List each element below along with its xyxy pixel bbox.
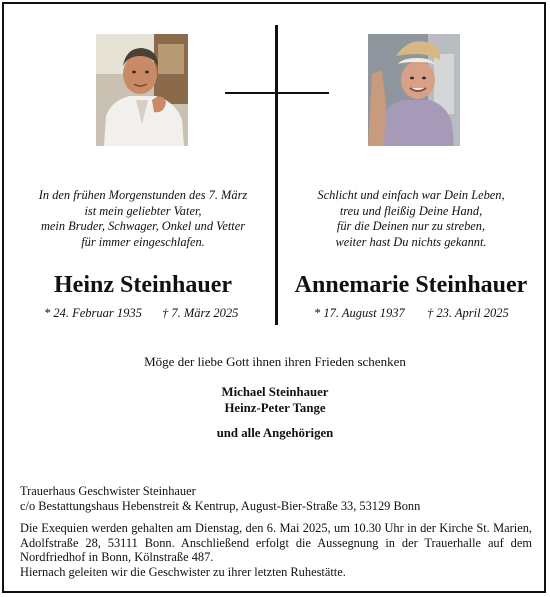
signer-name: Michael Steinhauer (221, 385, 329, 399)
portrait-heinz (96, 34, 188, 146)
service-closing: Hiernach geleiten wir die Geschwister zu ihrer letzten Ruhestätte. (20, 564, 346, 579)
death-date: † 7. März 2025 (162, 306, 239, 320)
signer-relatives: und alle Angehörigen (216, 426, 334, 440)
poem-line: weiter hast Du nichts gekannt. (335, 234, 487, 249)
poem-right (282, 188, 540, 250)
poem-line: In den frühen Morgenstunden des 7. März (38, 188, 248, 202)
cross-vertical-bar (275, 25, 278, 325)
poem-line: für die Deinen nur zu streben, (336, 219, 486, 234)
poem-line: ist mein geliebter Vater, (84, 203, 202, 218)
birth-date: * 17. August 1937 (314, 306, 405, 320)
poem-line: Schlicht und einfach war Dein Leben, (317, 188, 505, 202)
farewell-wish: Möge der liebe Gott ihnen ihren Frieden schenken (144, 354, 406, 369)
service-details (20, 521, 532, 579)
service-text: Die Exequien werden gehalten am Dienstag, den 6. Mai 2025, um 10.30 Uhr in der Kirche St. Marien, Adolfstraße 28, 53111 Bonn. Anschließend erfolgt die Aussegnung in der Trauerhalle auf dem Nordfriedhof in Bonn, Kölnstraße 487. (20, 521, 532, 565)
poem-line: für immer eingeschlafen. (81, 234, 205, 249)
mourning-address: c/o Bestattungshaus Hebenstreit & Kentrup, August-Bier-Straße 33, 53129 Bonn (20, 499, 421, 513)
mourning-house: Trauerhaus Geschwister Steinhauer (20, 484, 196, 498)
birth-date: * 24. Februar 1935 (44, 306, 142, 320)
poem-line: treu und fleißig Deine Hand, (339, 203, 483, 218)
portrait-annemarie (368, 34, 460, 146)
signer-name: Heinz-Peter Tange (224, 401, 326, 415)
death-date: † 23. April 2025 (427, 306, 509, 320)
poem-line: mein Bruder, Schwager, Onkel und Vetter (40, 219, 246, 234)
cross-horizontal-bar (225, 92, 329, 94)
deceased-name-annemarie: Annemarie Steinhauer (294, 272, 528, 298)
deceased-name-heinz: Heinz Steinhauer (54, 272, 232, 298)
poem-left (14, 188, 272, 250)
